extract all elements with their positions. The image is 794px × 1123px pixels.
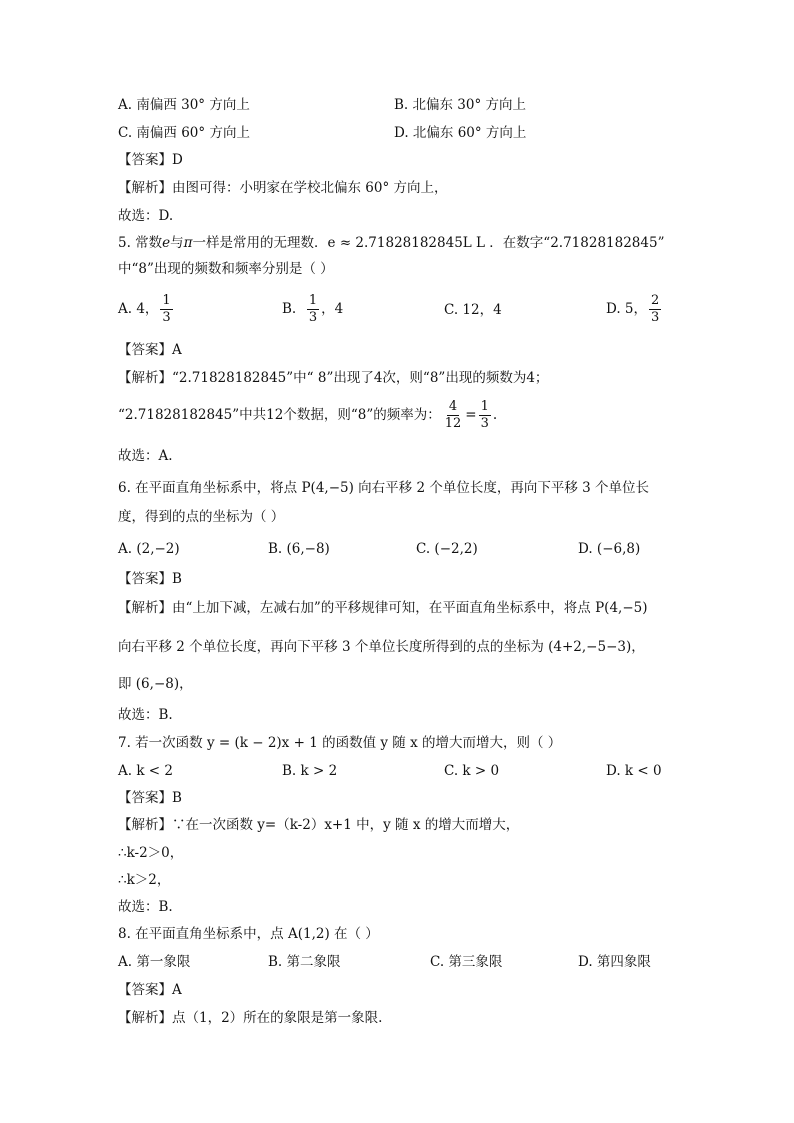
q5-option-b-prefix: B. [282, 301, 297, 317]
q7-step-2: ∴k＞2， [118, 872, 171, 888]
q5-stem-approx: e ≈ 2.71828182845L L ．在数字“2.71828182845” [327, 235, 665, 251]
q5-option-a-fraction [160, 294, 172, 325]
q5-answer: 【答案】A [118, 342, 182, 358]
q8-answer: 【答案】A [118, 982, 182, 998]
q6-answer: 【答案】B [118, 571, 182, 587]
q8-stem: 8. 在平面直角坐标系中，点 A(1,2) 在（ ） [118, 926, 379, 942]
q5-stem-line1 [118, 233, 664, 253]
q6-conclusion: 故选：B. [118, 707, 173, 723]
q5-analysis-line2 [118, 400, 497, 431]
q7-answer: 【答案】B [118, 790, 182, 806]
q5-analysis-equals: = [465, 407, 477, 423]
q6-option-c: C. (−2,2) [416, 541, 478, 557]
fraction-numerator: 1 [480, 399, 489, 414]
q6-stem-line2: 度，得到的点的坐标为（ ） [118, 509, 285, 525]
q7-stem: 7. 若一次函数 y = (k − 2)x + 1 的函数值 y 随 x 的增大而增大，则（ ） [118, 735, 562, 751]
fraction-numerator: 1 [162, 293, 171, 308]
q4-conclusion: 故选：D. [118, 208, 174, 224]
q5-stem-prefix: 5. 常数 [118, 235, 163, 251]
q8-option-b: B. 第二象限 [268, 954, 341, 970]
fraction-denominator: 3 [480, 416, 489, 431]
fraction-denominator: 3 [308, 310, 318, 325]
q5-option-d-prefix: D. 5， [606, 301, 648, 317]
q5-option-a-prefix: A. 4， [118, 301, 159, 317]
q6-option-b: B. (6,−8) [268, 541, 330, 557]
fraction-numerator: 4 [448, 399, 458, 414]
q7-analysis: 【解析】∵在一次函数 y=（k-2）x+1 中，y 随 x 的增大而增大， [118, 817, 520, 833]
q5-option-d [606, 294, 663, 325]
q5-option-d-fraction [649, 294, 661, 325]
q6-analysis-line3: 即 (6,−8)， [118, 676, 193, 692]
q5-option-a [118, 294, 175, 325]
q4-option-c: C. 南偏西 60° 方向上 [118, 125, 250, 141]
q4-option-b: B. 北偏东 30° 方向上 [394, 97, 527, 113]
fraction-numerator: 1 [308, 293, 318, 308]
q5-stem-line2: 中“8”出现的频数和频率分别是（ ） [118, 261, 334, 277]
q5-option-b-suffix: ，4 [321, 301, 344, 317]
q5-pi-symbol: π [183, 235, 193, 251]
q6-option-d: D. (−6,8) [578, 541, 641, 557]
q5-option-c: C. 12，4 [444, 302, 502, 318]
q5-option-b-fraction [307, 294, 319, 325]
q7-option-c: C. k > 0 [444, 763, 500, 779]
q5-analysis-line2-prefix: “2.71828182845”中共12个数据，则“8”的频率为： [118, 407, 441, 423]
q4-answer: 【答案】D [118, 152, 183, 168]
q8-option-d: D. 第四象限 [578, 954, 651, 970]
q4-option-a: A. 南偏西 30° 方向上 [118, 97, 250, 113]
q5-e-symbol: e [162, 235, 171, 251]
q7-conclusion: 故选：B. [118, 899, 173, 915]
q7-step-1: ∴k-2＞0， [118, 845, 184, 861]
fraction-denominator: 12 [444, 416, 462, 431]
q5-stem-post: 一样是常用的无理数． [192, 235, 328, 251]
q5-conclusion: 故选：A. [118, 448, 173, 464]
q6-option-a: A. (2,−2) [118, 541, 180, 557]
q5-analysis-fraction-2 [479, 400, 491, 431]
q7-option-a: A. k < 2 [118, 763, 173, 779]
q5-analysis-line1: 【解析】“2.71828182845”中“ 8”出现了4次，则“8”出现的频数为4； [118, 370, 549, 386]
fraction-denominator: 3 [162, 310, 171, 325]
q5-analysis-period: . [492, 407, 498, 423]
q5-analysis-fraction-1 [443, 400, 464, 431]
q6-analysis-line2: 向右平移 2 个单位长度，再向下平移 3 个单位长度所得到的点的坐标为 (4+2,−5−3)， [118, 639, 645, 655]
q8-analysis: 【解析】点（1，2）所在的象限是第一象限. [118, 1010, 383, 1026]
q6-analysis-line1: 【解析】由“上加下减，左减右加”的平移规律可知，在平面直角坐标系中，将点 P(4,−5) [118, 600, 648, 616]
fraction-denominator: 3 [651, 310, 660, 325]
q8-option-a: A. 第一象限 [118, 954, 191, 970]
q5-option-b [282, 294, 343, 325]
q5-stem-mid: 与 [170, 235, 184, 251]
q4-analysis: 【解析】由图可得：小明家在学校北偏东 60° 方向上， [118, 180, 448, 196]
q7-option-d: D. k < 0 [606, 763, 662, 779]
q4-option-d: D. 北偏东 60° 方向上 [394, 125, 527, 141]
q8-option-c: C. 第三象限 [430, 954, 503, 970]
fraction-numerator: 2 [651, 293, 660, 308]
q7-option-b: B. k > 2 [282, 763, 338, 779]
q6-stem-line1: 6. 在平面直角坐标系中，将点 P(4,−5) 向右平移 2 个单位长度，再向下平移 3 个单位长 [118, 480, 649, 496]
